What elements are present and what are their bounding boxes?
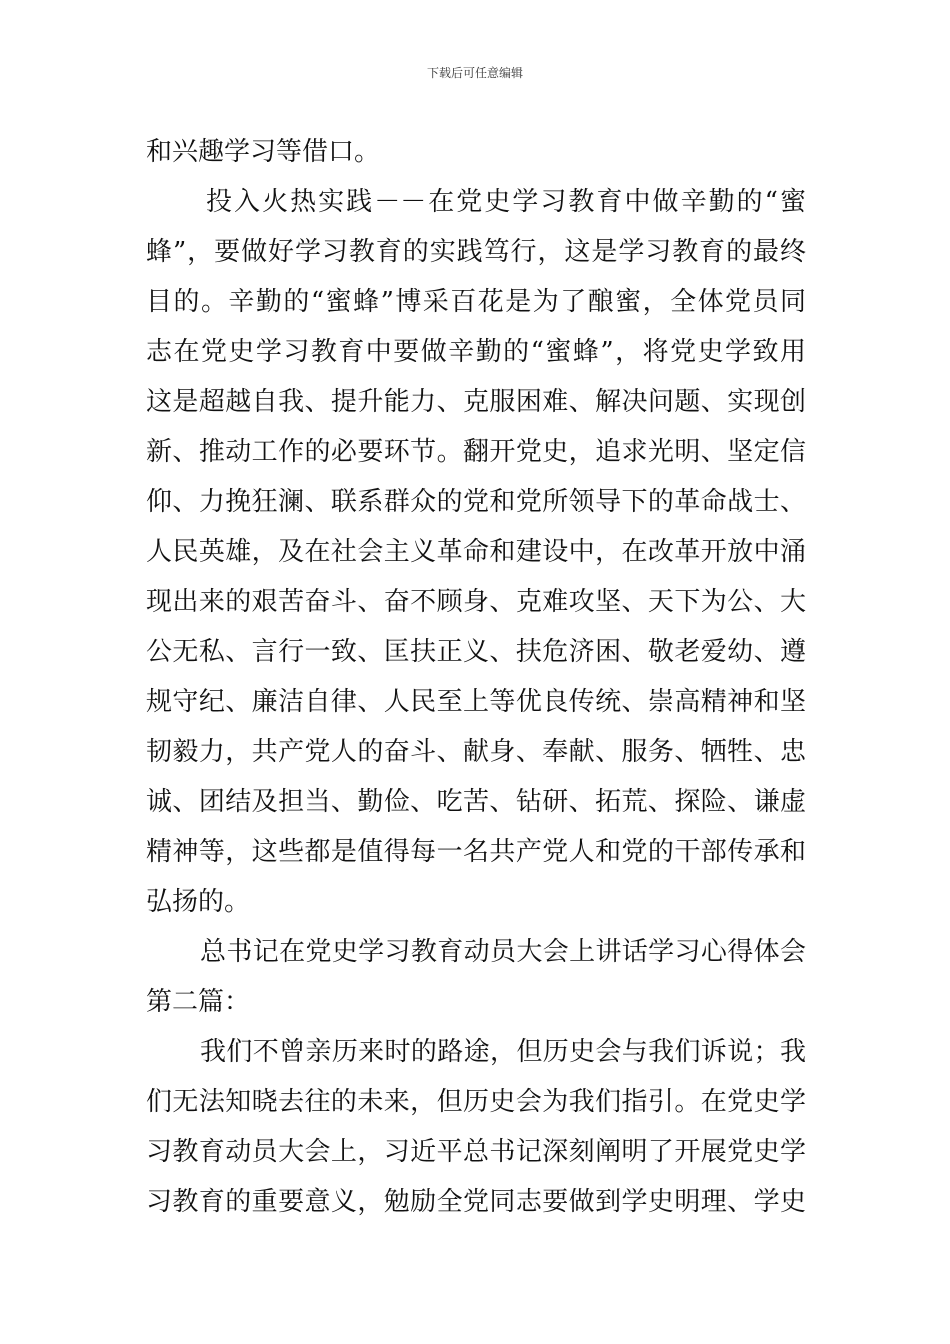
paragraph-line: 仰、力挽狂澜、联系群众的党和党所领导下的革命战士、: [146, 487, 806, 517]
paragraph-line: 和兴趣学习等借口。: [146, 137, 381, 167]
paragraph-line: 弘扬的。: [146, 887, 251, 917]
paragraph-line: 人民英雄，及在社会主义革命和建设中，在改革开放中涌: [146, 537, 806, 567]
page-header: 下载后可任意编辑: [426, 66, 523, 80]
paragraph-line: 公无私、言行一致、匡扶正义、扶危济困、敬老爱幼、遵: [146, 637, 806, 667]
paragraph-line: 志在党史学习教育中要做辛勤的“蜜蜂”，将党史学致用: [146, 337, 806, 367]
paragraph-line: 韧毅力，共产党人的奋斗、献身、奉献、服务、牺牲、忠: [146, 737, 806, 767]
paragraph-line: 习教育动员大会上，习近平总书记深刻阐明了开展党史学: [146, 1137, 806, 1167]
paragraph-line: 投入火热实践－－在党史学习教育中做辛勤的“蜜: [206, 187, 806, 217]
paragraph-line: 目的。辛勤的“蜜蜂”博采百花是为了酿蜜，全体党员同: [146, 287, 806, 317]
section-heading-line: 第二篇：: [146, 987, 251, 1017]
paragraph-line: 们无法知晓去往的未来，但历史会为我们指引。在党史学: [146, 1087, 806, 1117]
paragraph-line: 精神等，这些都是值得每一名共产党人和党的干部传承和: [146, 837, 806, 867]
paragraph-line: 习教育的重要意义，勉励全党同志要做到学史明理、学史: [146, 1187, 806, 1217]
paragraph-line: 这是超越自我、提升能力、克服困难、解决问题、实现创: [146, 387, 806, 417]
paragraph-line: 我们不曾亲历来时的路途，但历史会与我们诉说；我: [200, 1037, 806, 1067]
paragraph-line: 诚、团结及担当、勤俭、吃苦、钻研、拓荒、探险、谦虚: [146, 787, 806, 817]
paragraph-line: 规守纪、廉洁自律、人民至上等优良传统、崇高精神和坚: [146, 687, 806, 717]
paragraph-line: 新、推动工作的必要环节。翻开党史，追求光明、坚定信: [146, 437, 806, 467]
paragraph-line: 现出来的艰苦奋斗、奋不顾身、克难攻坚、天下为公、大: [146, 587, 806, 617]
document-body: [146, 127, 806, 1227]
section-heading-line: 总书记在党史学习教育动员大会上讲话学习心得体会: [200, 937, 806, 967]
paragraph-line: 蜂”，要做好学习教育的实践笃行，这是学习教育的最终: [146, 237, 806, 267]
